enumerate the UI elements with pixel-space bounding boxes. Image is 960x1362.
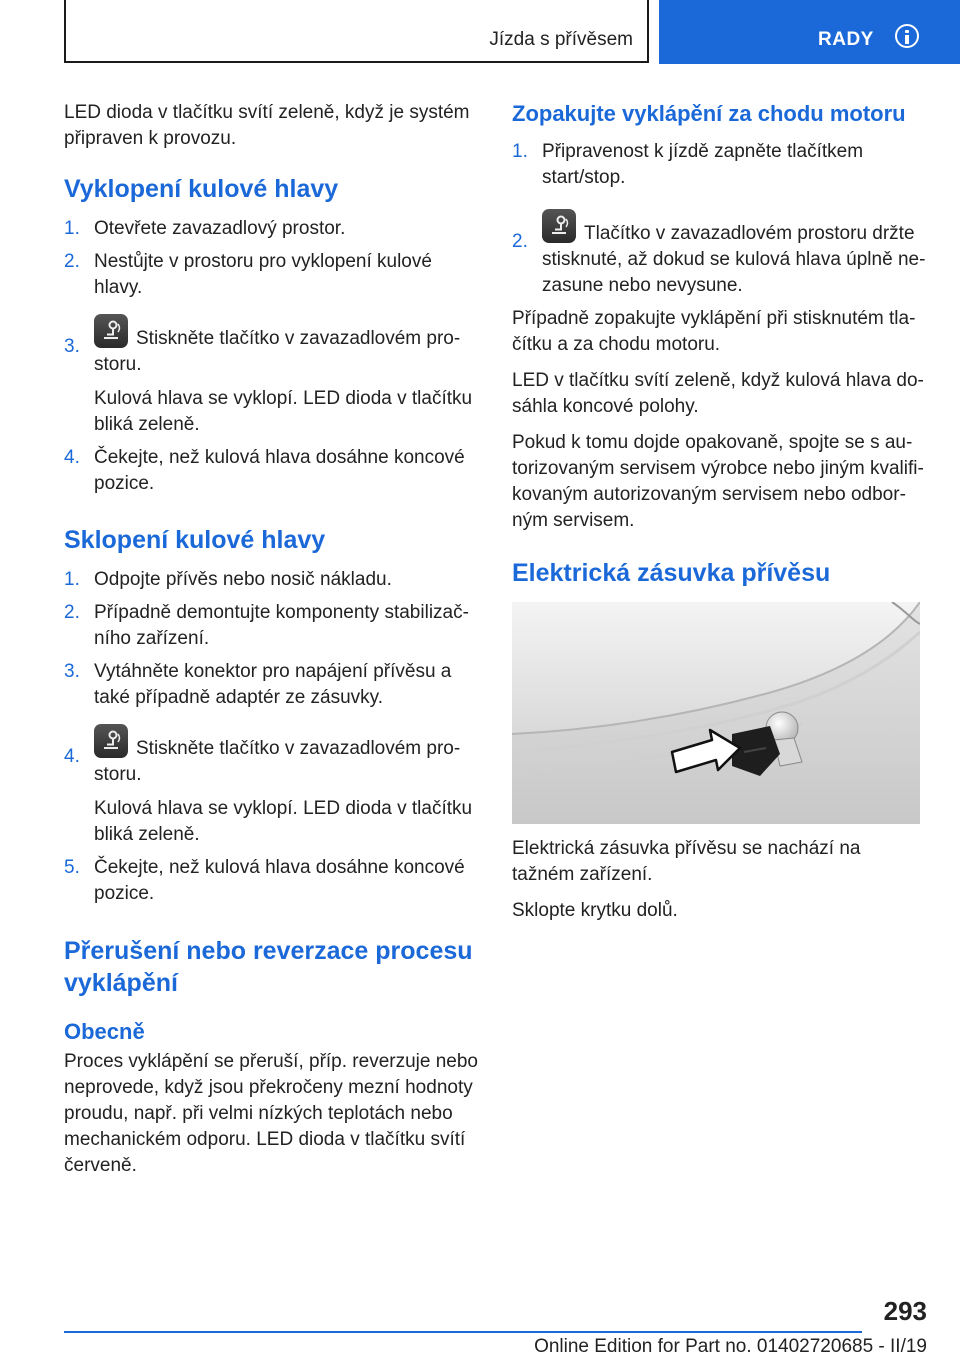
general-text: Proces vyklápění se přeruší, příp. reverzuje nebo neprovede, když jsou překročeny mezní hodnoty proudu, např. při velmi nízkých teplotách nebo mechanickém odporu. LED dioda v tlačítku svítí červeně. [64, 1051, 478, 1176]
list-item [64, 855, 478, 907]
repeat-note-3: Pokud k tomu dojde opakovaně, spojte se s au-torizovaným servisem výrobce nebo jiným kvalifi-kovaným autorizovaným servisem nebo odbor-ným servisem. [512, 432, 924, 531]
step-number: 2. [512, 231, 528, 252]
step-text: Případně demontujte komponenty stabilizač-ního zařízení. [94, 602, 469, 649]
socket-caption: Elektrická zásuvka přívěsu se nachází na tažném zařízení. [512, 838, 861, 885]
step-number: 4. [64, 447, 80, 468]
retract-steps [64, 567, 478, 907]
step-text: Čekejte, než kulová hlava dosáhne koncové pozice. [94, 857, 465, 904]
heading-interrupt: Přerušení nebo reverzace procesu vyklápění [64, 937, 473, 997]
step-text: Tlačítko v zavazadlovém prostoru držte stisknuté, až dokud se kulová hlava úplně ne-zasune nebo nevysune. [542, 223, 926, 296]
step-text: Stiskněte tlačítko v zavazadlovém pro-storu. [94, 328, 461, 375]
step-number: 1. [512, 141, 528, 162]
repeat-steps [512, 139, 927, 299]
right-column [512, 100, 927, 924]
trailer-hitch-button-icon [94, 724, 128, 758]
header-section-box [64, 0, 649, 63]
extend-steps [64, 216, 478, 497]
step-text: Vytáhněte konektor pro napájení přívěsu a také případně adaptér ze zásuvky. [94, 661, 452, 708]
list-item [64, 249, 478, 301]
list-item [64, 216, 478, 242]
step-number: 3. [64, 336, 80, 357]
list-item [64, 718, 478, 848]
repeat-note-2: LED v tlačítku svítí zeleně, když kulová hlava do-sáhla koncové polohy. [512, 370, 924, 417]
header-tab-box[interactable] [659, 0, 960, 64]
step-text: Nestůjte v prostoru pro vyklopení kulové hlavy. [94, 251, 432, 298]
list-item [64, 308, 478, 438]
info-icon[interactable] [895, 24, 919, 48]
step-number: 1. [64, 218, 80, 239]
list-item [64, 445, 478, 497]
heading-extend: Vyklopení kulové hlavy [64, 175, 339, 203]
left-column [64, 100, 478, 1179]
heading-general: Obecně [64, 1019, 145, 1044]
repeat-note-1: Případně zopakujte vyklápění při stisknutém tla-čítku a za chodu motoru. [512, 308, 916, 355]
list-item [64, 567, 478, 593]
step-number: 5. [64, 857, 80, 878]
page-number: 293 [883, 1296, 927, 1326]
intro-text: LED dioda v tlačítku svítí zeleně, když je systém připraven k provozu. [64, 102, 470, 149]
step-text: Stiskněte tlačítko v zavazadlovém pro-storu. [94, 738, 461, 785]
socket-instruction: Sklopte krytku dolů. [512, 900, 678, 921]
step-note: Kulová hlava se vyklopí. LED dioda v tlačítku bliká zeleně. [94, 388, 473, 435]
step-number: 2. [64, 251, 80, 272]
trailer-hitch-button-icon [94, 314, 128, 348]
trailer-socket-image [512, 602, 920, 824]
heading-socket: Elektrická zásuvka přívěsu [512, 559, 831, 587]
list-item [64, 659, 478, 711]
step-text: Čekejte, než kulová hlava dosáhne koncové pozice. [94, 447, 465, 494]
step-text: Odpojte přívěs nebo nosič nákladu. [94, 569, 392, 590]
step-number: 3. [64, 661, 80, 682]
heading-retract: Sklopení kulové hlavy [64, 526, 326, 554]
edition-text: Online Edition for Part no. 01402720685 - II/19 [534, 1336, 927, 1357]
list-item [512, 203, 927, 299]
heading-repeat: Zopakujte vyklápění za chodu motoru [512, 101, 906, 126]
tab-rady[interactable]: RADY [818, 29, 874, 50]
step-note: Kulová hlava se vyklopí. LED dioda v tlačítku bliká zeleně. [94, 798, 473, 845]
step-number: 4. [64, 746, 80, 767]
step-text: Otevřete zavazadlový prostor. [94, 218, 346, 239]
list-item [64, 600, 478, 652]
step-number: 1. [64, 569, 80, 590]
trailer-hitch-button-icon [542, 209, 576, 243]
list-item [512, 139, 927, 191]
section-title: Jízda s přívěsem [489, 29, 633, 50]
step-number: 2. [64, 602, 80, 623]
step-text: Připravenost k jízdě zapněte tlačítkem start/stop. [542, 141, 864, 188]
footer-divider [64, 1331, 862, 1333]
